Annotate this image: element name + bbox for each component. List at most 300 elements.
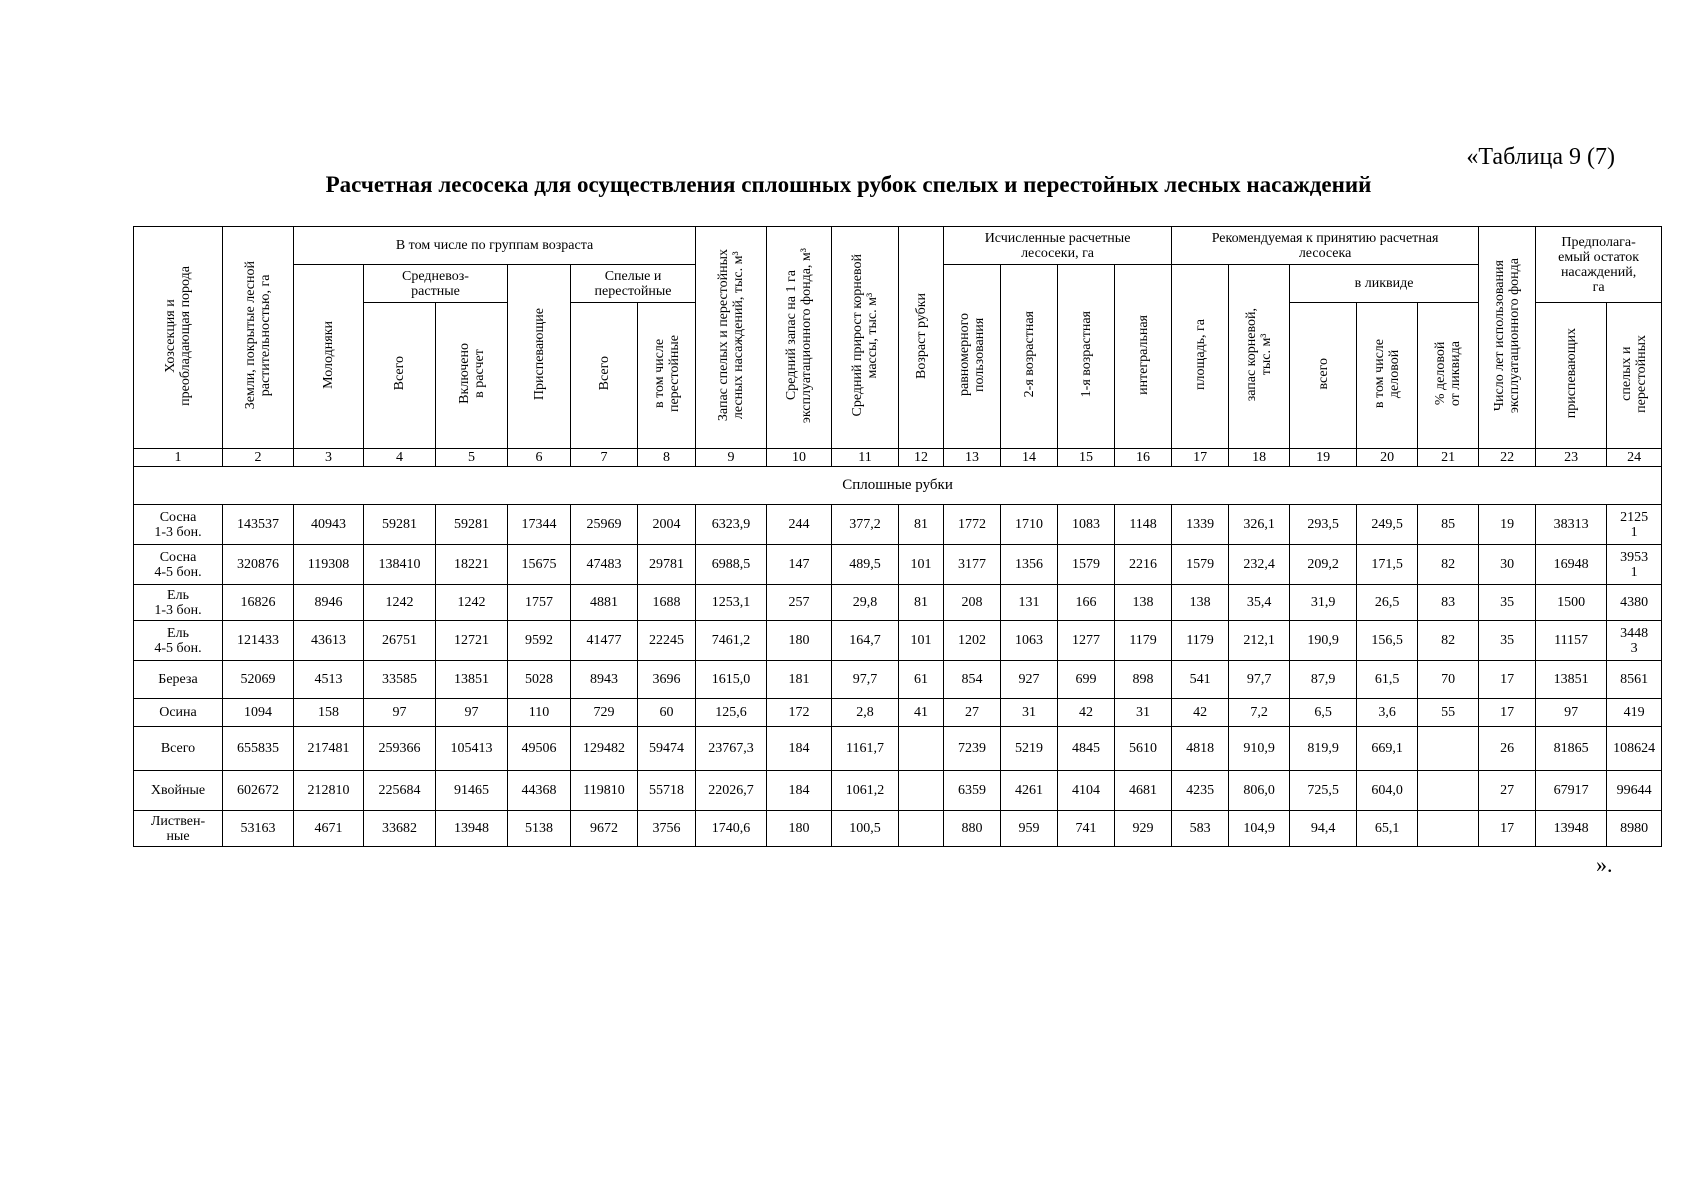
column-number: 14	[1001, 449, 1058, 467]
header-col-4: Всего	[392, 356, 407, 391]
table-cell: 259366	[364, 727, 436, 771]
table-cell: 5028	[508, 661, 571, 699]
header-cell	[294, 265, 364, 449]
table-cell: 35,4	[1229, 585, 1290, 621]
table-cell: 15675	[508, 545, 571, 585]
table-cell: 30	[1479, 545, 1536, 585]
table-cell: 29781	[638, 545, 696, 585]
table-cell: 257	[767, 585, 832, 621]
table-cell: 699	[1058, 661, 1115, 699]
table-cell: 4681	[1115, 771, 1172, 811]
table-cell: 61	[899, 661, 944, 699]
header-cell	[1058, 265, 1115, 449]
column-number: 22	[1479, 449, 1536, 467]
column-number: 18	[1229, 449, 1290, 467]
table-cell: 1179	[1172, 621, 1229, 661]
table-cell: 138	[1172, 585, 1229, 621]
table-cell	[899, 771, 944, 811]
table-cell: 1148	[1115, 505, 1172, 545]
table-cell: 541	[1172, 661, 1229, 699]
header-col-7: Всего	[596, 356, 612, 391]
header-cell	[1479, 227, 1536, 449]
table-row	[134, 661, 1662, 699]
header-cell	[767, 227, 832, 449]
table-cell: 138	[1115, 585, 1172, 621]
table-cell: 94,4	[1290, 811, 1357, 847]
header-col-12: Возраст рубки	[913, 292, 929, 379]
table-cell: 4261	[1001, 771, 1058, 811]
table-cell: 1179	[1115, 621, 1172, 661]
table-cell: 13851	[436, 661, 508, 699]
header-col-10: Средний запас на 1 га эксплуатационного фонда, м³	[784, 247, 815, 424]
column-number: 23	[1536, 449, 1607, 467]
table-cell: 23767,3	[696, 727, 767, 771]
table-cell: 7461,2	[696, 621, 767, 661]
table-cell: 166	[1058, 585, 1115, 621]
table-cell: 41	[899, 699, 944, 727]
table-cell: 5219	[1001, 727, 1058, 771]
table-cell: 52069	[223, 661, 294, 699]
table-cell: 244	[767, 505, 832, 545]
table-cell: 100,5	[832, 811, 899, 847]
table-cell: 33682	[364, 811, 436, 847]
table-cell: 158	[294, 699, 364, 727]
table-cell: 3,6	[1357, 699, 1418, 727]
column-number: 12	[899, 449, 944, 467]
header-cell	[1357, 303, 1418, 449]
table-cell: 4671	[294, 811, 364, 847]
table-cell: 81	[899, 505, 944, 545]
page-title: Расчетная лесосека для осуществления сплошных рубок спелых и перестойных лесных насаждений	[325, 172, 1372, 197]
table-cell: 180	[767, 811, 832, 847]
table-cell: 8980	[1607, 811, 1662, 847]
table-number-label: «Таблица 9 (7)	[1466, 144, 1615, 170]
table-cell: 1356	[1001, 545, 1058, 585]
column-number-row	[134, 449, 1662, 467]
table-cell: 212810	[294, 771, 364, 811]
table-cell: 31,9	[1290, 585, 1357, 621]
header-age-groups: В том числе по группам возраста	[294, 227, 696, 265]
header-col-8: в том числе перестойные	[651, 334, 682, 413]
table-cell: 2216	[1115, 545, 1172, 585]
table-cell: 293,5	[1290, 505, 1357, 545]
table-cell	[1418, 727, 1479, 771]
table-cell: 729	[571, 699, 638, 727]
header-cell	[944, 265, 1001, 449]
header-col-22: Число лет использования эксплуатационного фонда	[1492, 257, 1523, 414]
table-cell: 61,5	[1357, 661, 1418, 699]
table-cell: 26751	[364, 621, 436, 661]
header-col-9: Запас спелых и перестойных лесных насаждений, тыс. м³	[716, 249, 747, 422]
table-cell: 1740,6	[696, 811, 767, 847]
table-cell: 16948	[1536, 545, 1607, 585]
table-cell: 489,5	[832, 545, 899, 585]
table-cell: 910,9	[1229, 727, 1290, 771]
table-cell: 121433	[223, 621, 294, 661]
table-cell: 47483	[571, 545, 638, 585]
table-cell: 40943	[294, 505, 364, 545]
table-cell: 101	[899, 621, 944, 661]
table-cell: 1202	[944, 621, 1001, 661]
table-row	[134, 811, 1662, 847]
table-cell: 97,7	[832, 661, 899, 699]
row-label: Хвойные	[134, 771, 223, 811]
table-cell: 125,6	[696, 699, 767, 727]
table-cell: 55	[1418, 699, 1479, 727]
column-number: 6	[508, 449, 571, 467]
header-cell	[436, 303, 508, 449]
table-cell: 131	[1001, 585, 1058, 621]
header-col-6: Приспевающие	[531, 308, 547, 401]
column-number: 11	[832, 449, 899, 467]
table-cell: 3448 3	[1607, 621, 1662, 661]
table-cell	[899, 811, 944, 847]
table-cell: 583	[1172, 811, 1229, 847]
header-col-21: % деловой от ликвида	[1433, 340, 1464, 407]
table-row	[134, 727, 1662, 771]
table-cell: 67917	[1536, 771, 1607, 811]
table-cell: 31	[1001, 699, 1058, 727]
table-cell: 181	[767, 661, 832, 699]
table-cell: 1757	[508, 585, 571, 621]
table-cell: 43613	[294, 621, 364, 661]
table-cell: 171,5	[1357, 545, 1418, 585]
table-cell: 59281	[436, 505, 508, 545]
row-label: Ель 1-3 бон.	[134, 585, 223, 621]
table-cell: 184	[767, 771, 832, 811]
table-row	[134, 621, 1662, 661]
column-number: 16	[1115, 449, 1172, 467]
table-cell: 44368	[508, 771, 571, 811]
table-cell: 110	[508, 699, 571, 727]
table-cell: 1242	[436, 585, 508, 621]
table-cell: 225684	[364, 771, 436, 811]
header-cell	[1229, 265, 1290, 449]
table-cell: 147	[767, 545, 832, 585]
table-cell: 806,0	[1229, 771, 1290, 811]
row-label: Сосна 1-3 бон.	[134, 505, 223, 545]
header-cell	[1290, 303, 1357, 449]
table-cell: 326,1	[1229, 505, 1290, 545]
header-col-14: 2-я возрастная	[1021, 311, 1037, 398]
table-cell: 156,5	[1357, 621, 1418, 661]
column-number: 4	[364, 449, 436, 467]
table-cell: 819,9	[1290, 727, 1357, 771]
table-cell: 1242	[364, 585, 436, 621]
table-cell: 9672	[571, 811, 638, 847]
section-label: Сплошные рубки	[134, 467, 1662, 505]
table-cell: 33585	[364, 661, 436, 699]
header-mature-group: Спелые и перестойные	[571, 265, 696, 303]
header-cell	[899, 227, 944, 449]
table-cell: 81	[899, 585, 944, 621]
table-cell: 4818	[1172, 727, 1229, 771]
row-label: Береза	[134, 661, 223, 699]
table-cell: 1579	[1172, 545, 1229, 585]
table-cell	[899, 727, 944, 771]
table-cell: 249,5	[1357, 505, 1418, 545]
table-cell: 13948	[436, 811, 508, 847]
table-cell: 38313	[1536, 505, 1607, 545]
table-row	[134, 699, 1662, 727]
column-number: 8	[638, 449, 696, 467]
table-cell: 53163	[223, 811, 294, 847]
table-cell: 212,1	[1229, 621, 1290, 661]
table-cell: 208	[944, 585, 1001, 621]
table-cell: 1710	[1001, 505, 1058, 545]
column-number: 24	[1607, 449, 1662, 467]
table-cell: 97,7	[1229, 661, 1290, 699]
table-cell: 669,1	[1357, 727, 1418, 771]
table-cell: 4235	[1172, 771, 1229, 811]
section-row	[134, 467, 1662, 505]
row-label: Ель 4-5 бон.	[134, 621, 223, 661]
header-cell	[638, 303, 696, 449]
table-cell: 87,9	[1290, 661, 1357, 699]
row-label: Сосна 4-5 бон.	[134, 545, 223, 585]
table-cell: 104,9	[1229, 811, 1290, 847]
table-row	[134, 771, 1662, 811]
header-col-1: Хозсекция и преобладающая порода	[163, 265, 193, 406]
header-cell	[571, 303, 638, 449]
table-cell: 604,0	[1357, 771, 1418, 811]
table-cell: 25969	[571, 505, 638, 545]
table-cell: 22026,7	[696, 771, 767, 811]
table-cell: 377,2	[832, 505, 899, 545]
table-cell: 42	[1172, 699, 1229, 727]
column-number: 9	[696, 449, 767, 467]
table-cell: 320876	[223, 545, 294, 585]
table-cell: 41477	[571, 621, 638, 661]
column-number: 10	[767, 449, 832, 467]
table-cell: 27	[944, 699, 1001, 727]
table-cell: 99644	[1607, 771, 1662, 811]
table-cell: 108624	[1607, 727, 1662, 771]
table-cell: 1063	[1001, 621, 1058, 661]
table-cell: 4881	[571, 585, 638, 621]
table-cell: 4380	[1607, 585, 1662, 621]
header-col-3: Молодняки	[321, 320, 336, 389]
table-cell: 81865	[1536, 727, 1607, 771]
table-cell: 1083	[1058, 505, 1115, 545]
table-cell: 232,4	[1229, 545, 1290, 585]
table-cell	[1418, 771, 1479, 811]
header-cell	[223, 227, 294, 449]
header-col-15: 1-я возрастная	[1078, 311, 1094, 398]
column-number: 15	[1058, 449, 1115, 467]
table-cell: 4845	[1058, 727, 1115, 771]
header-liquid-group: в ликвиде	[1290, 265, 1479, 303]
table-cell: 59474	[638, 727, 696, 771]
table-cell: 1253,1	[696, 585, 767, 621]
header-remain-group: Предполага- емый остаток насаждений, га	[1536, 227, 1662, 303]
table-cell: 11157	[1536, 621, 1607, 661]
table-cell: 2,8	[832, 699, 899, 727]
column-number: 19	[1290, 449, 1357, 467]
table-cell: 31	[1115, 699, 1172, 727]
header-col-23: приспевающих	[1563, 328, 1579, 419]
table-cell: 8946	[294, 585, 364, 621]
table-cell: 2125 1	[1607, 505, 1662, 545]
table-cell: 6988,5	[696, 545, 767, 585]
header-cell	[1001, 265, 1058, 449]
table-cell: 217481	[294, 727, 364, 771]
table-cell: 741	[1058, 811, 1115, 847]
table-cell: 17344	[508, 505, 571, 545]
column-number: 3	[294, 449, 364, 467]
table-cell: 1094	[223, 699, 294, 727]
header-col-18: запас корневой, тыс. м³	[1244, 307, 1275, 402]
header-calc-group: Исчисленные расчетные лесосеки, га	[944, 227, 1172, 265]
header-col-16: интегральная	[1135, 314, 1151, 395]
table-cell: 5610	[1115, 727, 1172, 771]
header-cell	[364, 303, 436, 449]
column-number: 13	[944, 449, 1001, 467]
table-cell: 35	[1479, 585, 1536, 621]
table-body	[134, 505, 1662, 847]
table-cell: 655835	[223, 727, 294, 771]
header-cell	[1536, 303, 1607, 449]
cutting-area-table	[133, 226, 1662, 847]
column-number: 17	[1172, 449, 1229, 467]
table-cell: 105413	[436, 727, 508, 771]
table-cell: 17	[1479, 811, 1536, 847]
table-cell: 13851	[1536, 661, 1607, 699]
table-cell: 1772	[944, 505, 1001, 545]
table-cell: 7,2	[1229, 699, 1290, 727]
column-number: 2	[223, 449, 294, 467]
table-cell: 184	[767, 727, 832, 771]
header-cell	[1418, 303, 1479, 449]
column-number: 21	[1418, 449, 1479, 467]
table-cell: 65,1	[1357, 811, 1418, 847]
column-number: 7	[571, 449, 638, 467]
table-cell: 602672	[223, 771, 294, 811]
table-cell: 7239	[944, 727, 1001, 771]
header-cell	[696, 227, 767, 449]
table-cell: 1339	[1172, 505, 1229, 545]
table-cell: 97	[1536, 699, 1607, 727]
header-middle-group: Средневоз- растные	[364, 265, 508, 303]
table-cell: 42	[1058, 699, 1115, 727]
table-cell: 1061,2	[832, 771, 899, 811]
table-cell: 85	[1418, 505, 1479, 545]
header-cell	[508, 265, 571, 449]
table-cell: 138410	[364, 545, 436, 585]
table-cell: 8561	[1607, 661, 1662, 699]
table-cell: 55718	[638, 771, 696, 811]
table-cell: 4513	[294, 661, 364, 699]
table-cell: 1277	[1058, 621, 1115, 661]
table-cell: 119308	[294, 545, 364, 585]
table-cell: 13948	[1536, 811, 1607, 847]
table-cell: 1161,7	[832, 727, 899, 771]
table-cell: 17	[1479, 661, 1536, 699]
table-cell: 1579	[1058, 545, 1115, 585]
table-cell: 101	[899, 545, 944, 585]
column-number: 20	[1357, 449, 1418, 467]
table-cell: 17	[1479, 699, 1536, 727]
header-col-2: Земли, покрытые лесной растительностью, га	[243, 261, 273, 410]
header-cell	[832, 227, 899, 449]
table-cell: 19	[1479, 505, 1536, 545]
table-cell: 6,5	[1290, 699, 1357, 727]
header-cell	[134, 227, 223, 449]
table-cell: 209,2	[1290, 545, 1357, 585]
table-cell: 97	[436, 699, 508, 727]
row-label: Осина	[134, 699, 223, 727]
table-cell: 3696	[638, 661, 696, 699]
table-cell: 5138	[508, 811, 571, 847]
table-cell: 164,7	[832, 621, 899, 661]
column-number: 1	[134, 449, 223, 467]
table-row	[134, 505, 1662, 545]
row-label: Листвен- ные	[134, 811, 223, 847]
table-cell: 1688	[638, 585, 696, 621]
table-cell: 18221	[436, 545, 508, 585]
table-cell: 119810	[571, 771, 638, 811]
header-cell	[1115, 265, 1172, 449]
table-cell: 6359	[944, 771, 1001, 811]
table-cell: 180	[767, 621, 832, 661]
header-col-13: равномерного пользования	[957, 312, 988, 396]
table-cell: 880	[944, 811, 1001, 847]
table-cell: 82	[1418, 545, 1479, 585]
table-cell: 97	[364, 699, 436, 727]
table-cell: 929	[1115, 811, 1172, 847]
table-row	[134, 545, 1662, 585]
table-cell	[1418, 811, 1479, 847]
table-cell: 35	[1479, 621, 1536, 661]
table-cell: 22245	[638, 621, 696, 661]
table-cell: 3177	[944, 545, 1001, 585]
table-cell: 82	[1418, 621, 1479, 661]
header-cell	[1172, 265, 1229, 449]
table-cell: 190,9	[1290, 621, 1357, 661]
table-row	[134, 585, 1662, 621]
table-cell: 725,5	[1290, 771, 1357, 811]
column-number: 5	[436, 449, 508, 467]
table-cell: 1500	[1536, 585, 1607, 621]
table-cell: 6323,9	[696, 505, 767, 545]
header-col-24: спелых и перестойных	[1619, 334, 1650, 413]
table-cell: 172	[767, 699, 832, 727]
table-cell: 4104	[1058, 771, 1115, 811]
table-cell: 8943	[571, 661, 638, 699]
table-cell: 143537	[223, 505, 294, 545]
table-cell: 129482	[571, 727, 638, 771]
table-cell: 83	[1418, 585, 1479, 621]
table-cell: 59281	[364, 505, 436, 545]
table-cell: 60	[638, 699, 696, 727]
header-col-19: всего	[1315, 357, 1331, 390]
table-cell: 9592	[508, 621, 571, 661]
table-cell: 70	[1418, 661, 1479, 699]
table-cell: 2004	[638, 505, 696, 545]
table-cell: 16826	[223, 585, 294, 621]
table-cell: 3953 1	[1607, 545, 1662, 585]
table-header	[134, 227, 1662, 505]
row-label: Всего	[134, 727, 223, 771]
table-cell: 26,5	[1357, 585, 1418, 621]
table-cell: 927	[1001, 661, 1058, 699]
table-cell: 27	[1479, 771, 1536, 811]
header-col-17: площадь, га	[1192, 319, 1208, 390]
table-cell: 29,8	[832, 585, 899, 621]
table-cell: 12721	[436, 621, 508, 661]
table-cell: 91465	[436, 771, 508, 811]
table-cell: 26	[1479, 727, 1536, 771]
